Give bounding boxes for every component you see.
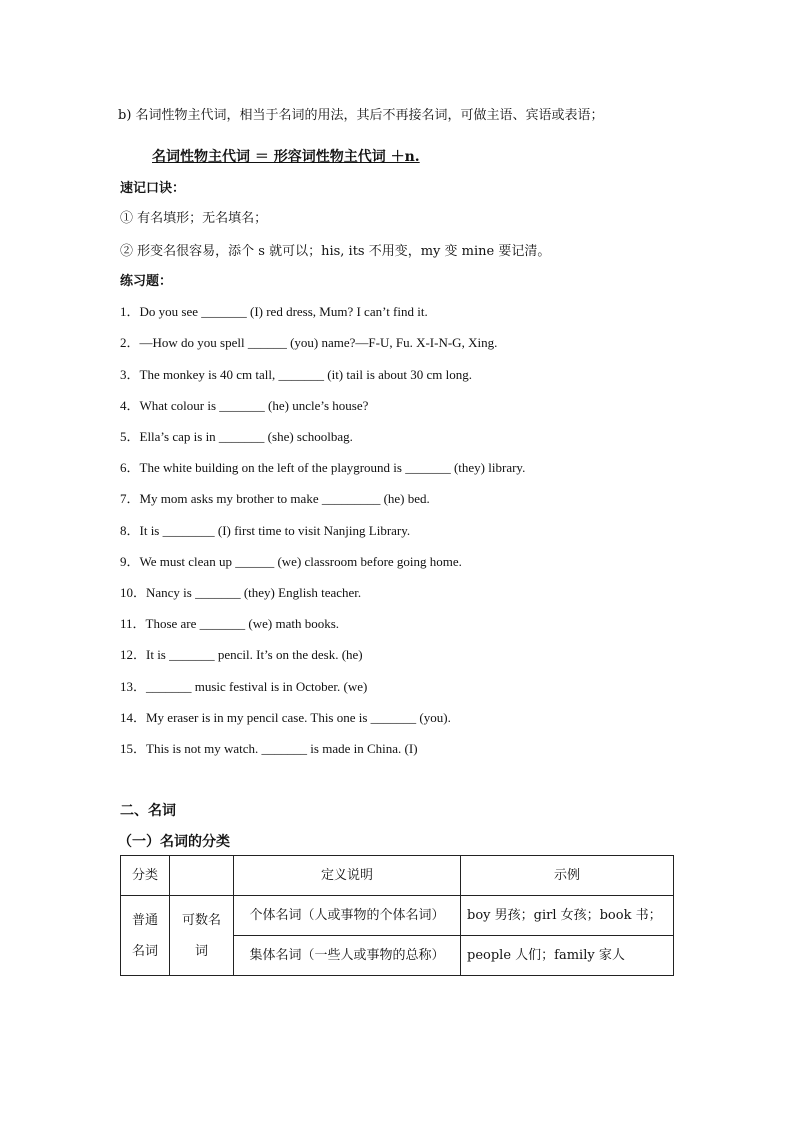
header-subcategory xyxy=(170,856,234,896)
exercise-item: 2．—How do you spell ______ (you) name?—F-U, Fu. X-I-N-G, Xing. xyxy=(120,335,498,350)
exercise-title: 练习题： xyxy=(120,274,173,289)
exercise-item: 7．My mom asks my brother to make _________ (he) bed. xyxy=(120,491,430,506)
line-b: b) 名词性物主代词，相当于名词的用法，其后不再接名词，可做主语、宾语或表语； xyxy=(118,108,604,123)
exercise-item: 12．It is _______ pencil. It’s on the desk. (he) xyxy=(120,647,363,662)
exercise-item: 11．Those are _______ (we) math books. xyxy=(120,616,340,631)
exercise-item: 6．The white building on the left of the playground is _______ (they) library. xyxy=(120,460,526,475)
category-cell: 普通名词 xyxy=(121,896,170,976)
table-header-row xyxy=(121,856,674,896)
exercise-item: 13．_______ music festival is in October. (we) xyxy=(120,679,368,694)
header-example: 示例 xyxy=(461,856,674,896)
noun-classification-table xyxy=(120,855,674,976)
exercise-item: 5．Ella’s cap is in _______ (she) schoolbag. xyxy=(120,429,353,444)
tip-2: ② 形变名很容易，添个 s 就可以；his, its 不用变，my 变 mine 要记清。 xyxy=(120,244,551,259)
header-definition: 定义说明 xyxy=(234,856,461,896)
exercise-item: 9．We must clean up ______ (we) classroom before going home. xyxy=(120,554,462,569)
noun-section-title: 二、名词 xyxy=(120,803,176,819)
example-cell: boy 男孩；girl 女孩；book 书； xyxy=(461,896,674,936)
exercise-item: 1．Do you see _______ (I) red dress, Mum? I can’t find it. xyxy=(120,304,428,319)
noun-section-subtitle: （一）名词的分类 xyxy=(118,834,230,850)
tip-1: ① 有名填形；无名填名； xyxy=(120,211,268,226)
definition-cell: 集体名词（一些人或事物的总称） xyxy=(234,936,461,976)
exercise-item: 3．The monkey is 40 cm tall, _______ (it) tail is about 30 cm long. xyxy=(120,367,473,382)
exercise-item: 8．It is ________ (I) first time to visit Nanjing Library. xyxy=(120,523,411,538)
mnemonic-title: 速记口诀： xyxy=(120,181,186,196)
table-row xyxy=(121,896,674,936)
header-category: 分类 xyxy=(121,856,170,896)
exercise-item: 15．This is not my watch. _______ is made in China. (I) xyxy=(120,741,418,756)
formula: 名词性物主代词 ＝ 形容词性物主代词 ＋n. xyxy=(152,149,420,165)
definition-cell: 个体名词（人或事物的个体名词） xyxy=(234,896,461,936)
exercise-item: 10．Nancy is _______ (they) English teacher. xyxy=(120,585,362,600)
example-cell: people 人们；family 家人 xyxy=(461,936,674,976)
subcategory-cell: 可数名词 xyxy=(170,896,234,976)
exercise-item: 14．My eraser is in my pencil case. This one is _______ (you). xyxy=(120,710,451,725)
exercise-item: 4．What colour is _______ (he) uncle’s house? xyxy=(120,398,369,413)
